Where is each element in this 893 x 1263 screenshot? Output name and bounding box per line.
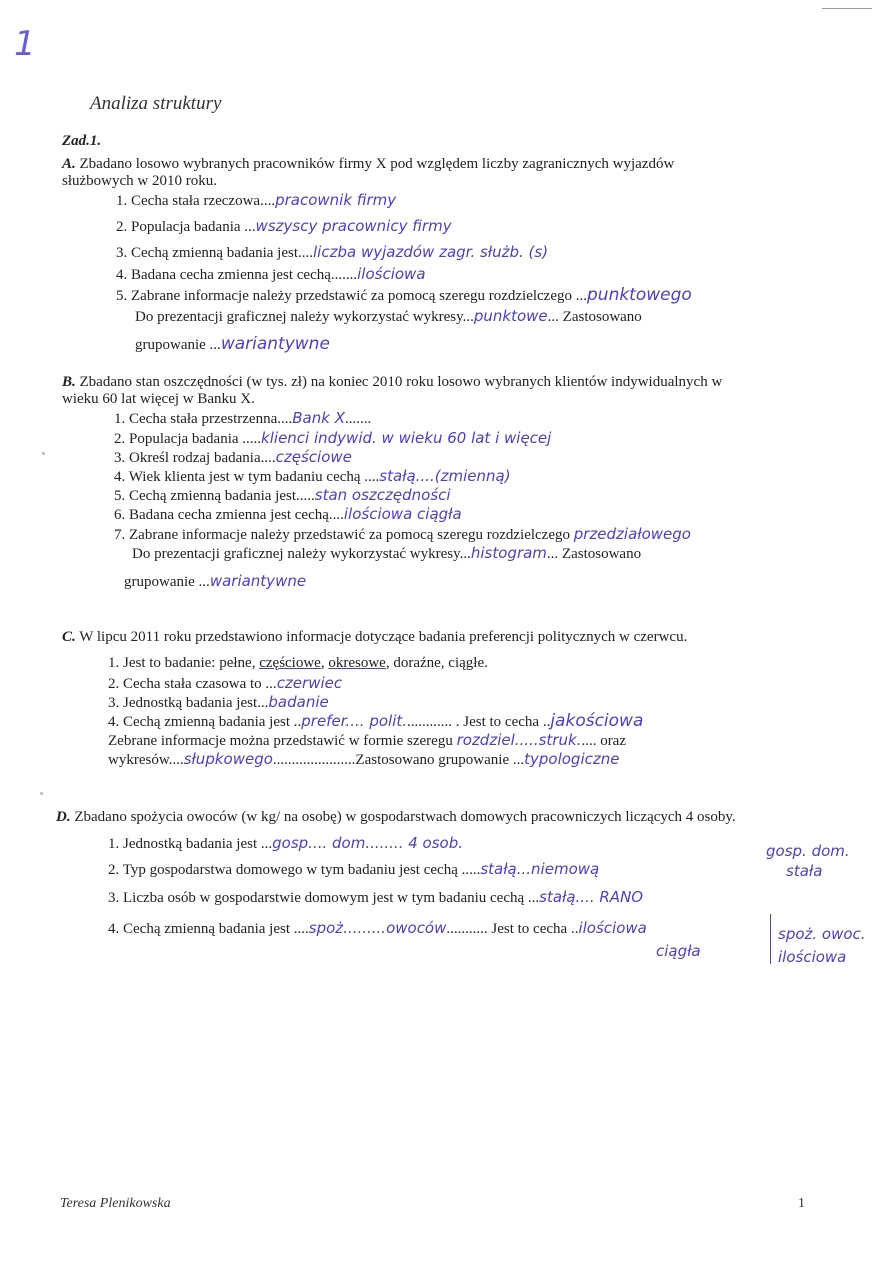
page-number-handwritten: 1 <box>14 24 36 64</box>
section-b-item-1: 1. Cecha stała przestrzenna....Bank X....... <box>114 409 372 427</box>
section-d-item-3: 3. Liczba osób w gospodarstwie domowym jest w tym badaniu cechą ...stałą.... RANO <box>108 888 644 906</box>
section-b-item-7-grouping: grupowanie ...wariantywne <box>124 572 307 590</box>
section-b-item-4: 4. Wiek klienta jest w tym badaniu cechą ....stałą....(zmienną) <box>114 467 511 485</box>
section-a-item-4: 4. Badana cecha zmienna jest cechą.......ilościowa <box>116 265 426 283</box>
scan-speck <box>40 792 43 795</box>
section-b-intro: B. Zbadano stan oszczędności (w tys. zł) na koniec 2010 roku losowo wybranych klientów indywidualnych w <box>62 374 723 390</box>
section-a-item-5-cont: Do prezentacji graficznej należy wykorzystać wykresy...punktowe... Zastosowano <box>135 307 642 325</box>
top-edge-mark <box>822 8 872 9</box>
section-a-intro: A. Zbadano losowo wybranych pracowników firmy X pod względem liczby zagranicznych wyjazdów <box>62 156 675 172</box>
section-c-item-3: 3. Jednostką badania jest...badanie <box>108 693 329 711</box>
section-d-item-2: 2. Typ gospodarstwa domowego w tym badaniu jest cechą .....stałą...niemową <box>108 860 600 878</box>
page-title: Analiza struktury <box>90 93 222 114</box>
section-d-item-4: 4. Cechą zmienną badania jest ....spoż.........owoców........... Jest to cecha ..ilościowa <box>108 919 647 937</box>
section-b-item-7-cont: Do prezentacji graficznej należy wykorzystać wykresy...histogram... Zastosowano <box>132 544 642 562</box>
task-heading: Zad.1. <box>62 133 102 149</box>
section-b-intro-line2: wieku 60 lat więcej w Banku X. <box>62 391 255 407</box>
margin-bracket <box>770 914 771 964</box>
section-b-item-5: 5. Cechą zmienną badania jest.....stan oszczędności <box>114 486 451 504</box>
section-c-intro: C. W lipcu 2011 roku przedstawiono informacje dotyczące badania preferencji politycznych w czerwcu. <box>62 629 688 645</box>
section-d-item-4-handwritten-cont: ciągła <box>656 942 701 960</box>
margin-note-2-line1: spoż. owoc. <box>778 925 866 943</box>
scan-speck <box>42 452 45 455</box>
section-a-item-2: 2. Populacja badania ...wszyscy pracownicy firmy <box>116 217 452 235</box>
section-b-item-3: 3. Określ rodzaj badania....częściowe <box>114 448 352 466</box>
section-c-item-1: 1. Jest to badanie: pełne, częściowe, okresowe, doraźne, ciągłe. <box>108 655 488 671</box>
section-b-item-2: 2. Populacja badania .....klienci indywid. w wieku 60 lat i więcej <box>114 429 552 447</box>
section-d-intro: D. Zbadano spożycia owoców (w kg/ na osobę) w gospodarstwach domowych pracowniczych liczących 4 osoby. <box>56 809 736 825</box>
section-c-item-2: 2. Cecha stała czasowa to ...czerwiec <box>108 674 343 692</box>
section-c-line-6: wykresów....słupkowego......................Zastosowano grupowanie ...typologiczne <box>108 750 620 768</box>
section-a-item-3: 3. Cechą zmienną badania jest....liczba wyjazdów zagr. służb. (s) <box>116 243 549 261</box>
section-a-item-5-grouping: grupowanie ...wariantywne <box>135 334 330 354</box>
margin-note-1-line2: stała <box>786 862 823 880</box>
section-b-item-6: 6. Badana cecha zmienna jest cechą....ilościowa ciągła <box>114 505 462 523</box>
section-a-item-1: 1. Cecha stała rzeczowa....pracownik firmy <box>116 191 397 209</box>
section-a-item-5: 5. Zabrane informacje należy przedstawić za pomocą szeregu rozdzielczego ...punktowego <box>116 285 692 305</box>
footer-page-number: 1 <box>798 1196 805 1211</box>
margin-note-1-line1: gosp. dom. <box>766 842 850 860</box>
section-c-item-4: 4. Cechą zmienną badania jest ..prefer.... polit............. . Jest to cecha ..jakościowa <box>108 711 644 731</box>
section-b-item-7: 7. Zabrane informacje należy przedstawić za pomocą szeregu rozdzielczego przedziałowego <box>114 525 691 543</box>
margin-note-2-line2: ilościowa <box>778 948 847 966</box>
section-d-item-1: 1. Jednostką badania jest ...gosp.... dom........ 4 osob. <box>108 834 464 852</box>
section-a-intro-line2: służbowych w 2010 roku. <box>62 173 217 189</box>
footer-author: Teresa Plenikowska <box>60 1196 171 1211</box>
section-c-line-5: Zebrane informacje można przedstawić w formie szeregu rozdziel.....struk..... oraz <box>108 731 626 749</box>
